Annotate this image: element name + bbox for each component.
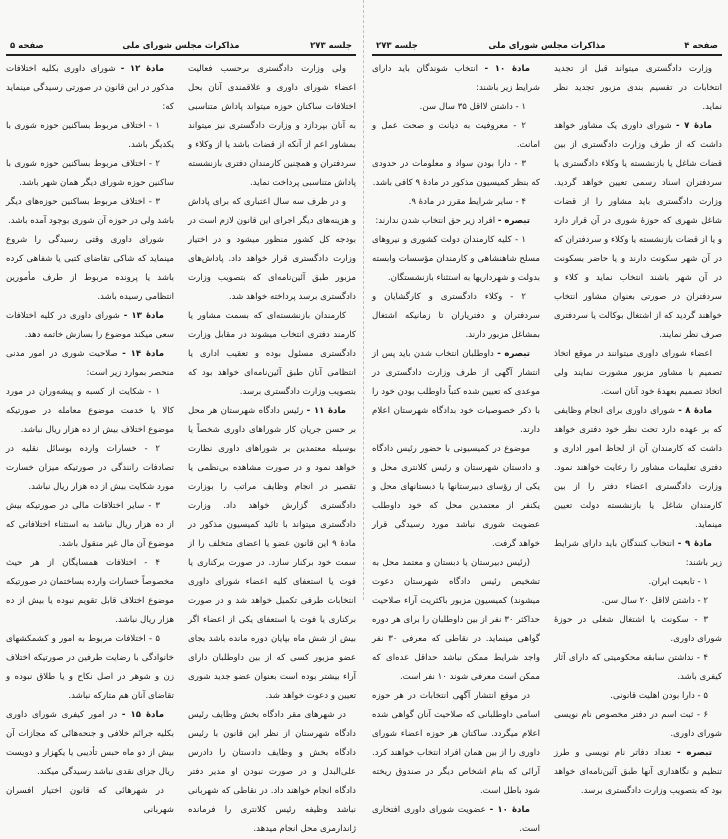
paragraph (188, 193, 356, 307)
article-label: مادهٔ ۱۱ - (306, 406, 347, 416)
paragraph-text: رئیس دادگاه شهرستان هر محل بر حسن جریان کار شوراهای داوری شخصاً یا بوسیله معتمدین بر شوراهای داوری نظارت خواهد نمود و در صورت مشاهده بی‌نظمی یا تقصیر در انجام وظایف مراتب را بوزارت دادگستری گزارش خواهد داد. وزارت دادگستری میتواند با تائید کمیسیون مذکور در مادهٔ ۹ این قانون عضو یا اعضای متخلف را از سمت خود برکنار سازد. در صورت برکناری یا فوت یا استعفای کلیه اعضاء شورای داوری انتخابات طرفی تکمیل خواهد شد و در صورت برکناری یا فوت یا استعفای یکی از اعضاء اگر بیش از شش ماه بپایان دوره مانده باشد بجای عضو مزبور کسی که از بین داوطلبان دارای آراء بیشتر بوده است بعنوان عضو جدید شوری تعیین و دعوت خواهد شد. (188, 406, 356, 701)
list-item (6, 497, 174, 554)
paragraph-text: ۵ - دارا بودن اهلیت قانونی. (610, 691, 708, 701)
paragraph-text: داوطلبان انتخاب شدن باید پس از انتشار آگهی از طرف وزارت دادگستری در موعدی که تعیین شده کتباً داوطلب بودن خود را با ذکر خصوصیات خود بدادگاه شهرستان اعلام دارند. (372, 349, 540, 435)
right-page (372, 38, 722, 834)
paragraph-text: شورای داوری بکلیه اختلافات مذکور در این قانون در صورتی رسیدگی مینماید که: (6, 64, 174, 112)
article-label: مادهٔ ۷ - (676, 121, 713, 131)
article-paragraph (554, 117, 722, 345)
paragraph-text: افراد زیر حق انتخاب شدن ندارند: (375, 216, 496, 226)
paragraph-text: موضوع در کمیسیونی با حضور رئیس دادگاه و دادستان شهرستان و رئیس کلانتری محل و یکی از رؤسای دبیرستانها یا دبستانهای محل و یکنفر از معتمدین محل که خود داوطلب عضویت شوری نباشد مورد رسیدگی قرار خواهد گرفت. (372, 444, 540, 549)
list-item (6, 554, 174, 630)
paragraph-text: ۴ - سایر شرایط مقرر در مادهٔ ۹. (408, 197, 526, 207)
page-header (372, 38, 722, 56)
paragraph-text: تعداد دفاتر نام نویسی و طرز تنظیم و نگاهداری آنها طبق آئین‌نامه‌ای خواهد بود که بتصویب وزارت دادگستری برسد. (554, 748, 722, 796)
paragraph-text: (رئیس دبیرستان یا دبستان و معتمد محل به تشخیص رئیس دادگاه شهرستان دعوت میشوند) کمیسیون مزبور باکثریت آراء صلاحیت حداکثر ۳۰ نفر از بین داوطلبان را برای هر دوره گواهی مینماید. در نقاطی که معرفی ۳۰ نفر واجد شرایط ممکن نباشد حداقل عده‌ای که ممکن است معرفی شوند ۱۰ نفر است. (372, 558, 541, 682)
article-paragraph (6, 345, 174, 383)
paragraph (554, 345, 722, 402)
paragraph-text: ۱ - داشتن لااقل ۳۵ سال سن. (419, 102, 526, 112)
article-label: مادهٔ ۱۲ - (120, 64, 165, 74)
list-item (372, 231, 540, 288)
paragraph-text: ۳ - سایر اختلافات مالی در صورتیکه بیش از ده هزار ریال نباشد به استثناء اختلافاتی که موضوع آن مال غیر منقول باشد. (6, 501, 174, 549)
list-item (6, 630, 174, 706)
list-item (6, 383, 174, 440)
paragraph (6, 782, 174, 820)
paragraph-text: ۴ - نداشتن سابقه محکومیتی که دارای آثار کیفری باشد. (554, 653, 722, 682)
page-number: صفحه ۴ (684, 41, 718, 51)
session-number: جلسه ۲۷۳ (376, 41, 418, 51)
paragraph-text: ۲ - خسارات وارده بوسائل نقلیه در تصادفات رانندگی در صورتیکه میزان خسارت مورد شکایت بیش از ده هزار ریال نباشد. (6, 444, 174, 492)
paragraph-text: ۱ - کلیه کارمندان دولت کشوری و نیروهای مسلح شاهنشاهی و کارمندان مؤسسات وابسته بدولت و شهرداریها به استثناء بازنشستگان. (372, 235, 540, 283)
article-label: تبصره - (497, 349, 530, 359)
article-paragraph (372, 60, 540, 98)
list-item (372, 288, 540, 345)
page-number: صفحه ۵ (10, 41, 44, 51)
left-page (6, 38, 356, 834)
text-column-right (188, 60, 356, 839)
paragraph-text: ۶ - ثبت اسم در دفتر مخصوص نام نویسی شورای داوری. (554, 710, 722, 739)
list-item (554, 706, 722, 744)
paragraph-text: شورای داوری وقتی رسیدگی را شروع مینماید که شاکی تقاضای کتبی یا شفاهی کرده باشد یا پرونده مربوط از طرف مأمورین انتظامی رسیده باشد. (6, 235, 174, 302)
paragraph-text: ۲ - وکلاء دادگستری و کارگشایان و سردفتران و دفتریاران تا زمانیکه اشتغال بمشاغل مزبور دارند. (372, 292, 540, 340)
paragraph-text: شورای داوری برای انجام وظایفی که بر عهده دارد تحت نظر خود دفتری خواهد داشت که کارمندان آن از لحاظ امور اداری و دفتری تعلیمات مشاور را رعایت خواهند نمود. وزارت دادگستری اعضاء دفتر را از بین کارمندان شاغل یا بازنشسته دولت تعیین مینماید. (554, 406, 722, 530)
article-label: مادهٔ ۹ - (677, 539, 713, 549)
article-paragraph (372, 345, 540, 440)
article-paragraph (554, 744, 722, 801)
paragraph-text: اعضاء شورای داوری میتوانند در موقع اتخاذ تصمیم با مشاور مزبور مشورت نمایند ولی اتخاذ تصمیم بعهدهٔ خود آنان است. (554, 349, 722, 397)
paragraph-text: ۲ - داشتن لااقل ۲۰ سال سن. (601, 596, 708, 606)
article-paragraph (372, 801, 540, 839)
article-paragraph (554, 535, 722, 573)
paragraph-text: ولی وزارت دادگستری برحسب فعالیت اعضاء شورای داوری و علاقمندی آنان بحل اختلافات ساکنان حوزه میتواند پاداش متناسبی به آنان بپردازد و وزارت دادگستری نیز میتواند بمشاور اعم از آنکه از قضات باشد یا از وکلاء و سردفتران و همچنین کارمندان دفتری بازنشسته پاداش متناسبی پرداخت نماید. (188, 64, 356, 188)
paragraph-text: کارمندان بازنشسته‌ای که بسمت مشاور یا کارمند دفتری انتخاب میشوند در مقابل وزارت دادگستری مسئول بوده و تعقیب اداری یا انتظامی آنان طبق آئین‌نامه‌ای خواهد بود که بتصویب وزارت دادگستری برسد. (188, 311, 356, 397)
paragraph (372, 554, 540, 687)
list-item (372, 155, 540, 193)
paragraph-text: در امور کیفری شورای داوری بکلیه جرائم خلافی و جنحه‌هائی که مجازات آن بیش از دو ماه حبس تأدیبی یا یکهزار و دویست ریال جزای نقدی نباشد رسیدگی میکند. (6, 710, 174, 777)
list-item (554, 649, 722, 687)
article-paragraph (372, 212, 540, 231)
article-label: مادهٔ ۱۰ - (484, 64, 531, 74)
paragraph-text: ۳ - سکونت یا اشتغال شغلی در حوزهٔ شورای داوری. (554, 615, 722, 644)
article-label: مادهٔ ۱۳ - (123, 311, 164, 321)
list-item (554, 573, 722, 592)
paragraph (188, 706, 356, 839)
paragraph-text: ۵ - اختلافات مربوط به امور و کشمکشهای خانوادگی با رضایت طرفین در صورتیکه اختلاف زن و شوهر در اصل نکاح و یا طلاق نبوده و تقاضای آنان هم متارکه نباشد. (6, 634, 174, 701)
list-item (6, 155, 174, 193)
paragraph (188, 60, 356, 193)
list-item (554, 611, 722, 649)
paragraph (372, 687, 540, 801)
article-paragraph (6, 60, 174, 117)
list-item (6, 193, 174, 231)
article-label: تبصره - (497, 216, 530, 226)
paragraph-text: ۳ - دارا بودن سواد و معلومات در حدودی که بنظر کمیسیون مذکور در مادهٔ ۹ کافی باشد. (372, 159, 540, 188)
article-paragraph (6, 706, 174, 782)
publication-title: مذاکرات مجلس شورای ملی (122, 41, 240, 51)
article-paragraph (6, 307, 174, 345)
article-label: مادهٔ ۸ - (678, 406, 713, 416)
paragraph-text: ۳ - اختلاف مربوط بساکنین حوزه‌های دیگر باشد ولی در حوزه آن شوری بوجود آمده باشد. (6, 197, 174, 226)
page-header (6, 38, 356, 56)
page-fold-divider (363, 0, 364, 600)
article-paragraph (188, 402, 356, 706)
paragraph-text: ۱ - اختلاف مربوط بساکنین حوزه شوری با یکدیگر باشد. (6, 121, 174, 150)
list-item (554, 592, 722, 611)
paragraph (188, 307, 356, 402)
paragraph-text: در شهرهای مقر دادگاه بخش وظایف رئیس دادگاه شهرستان از نظر این قانون با رئیس دادگاه بخش و وظایف دادستان را دادرس علی‌البدل و در صورت نبودن او مدیر دفتر دادگاه انجام خواهند داد. در نقاطی که شهربانی نباشد وظیفه رئیس کلانتری را فرمانده ژاندارمری محل انجام میدهد. (188, 710, 356, 834)
paragraph-text: ۴ - اختلافات همسایگان از هر حیث مخصوصاً خسارات وارده بساختمان در صورتیکه موضوع اختلاف قابل تقویم نبوده یا بیش از ده هزار ریال نباشد. (6, 558, 174, 625)
paragraph-text: ۱ - شکایت از کسبه و پیشه‌وران در مورد کالا یا خدمت موضوع معامله در صورتیکه موضوع اختلاف بیش از ده هزار ریال نباشد. (6, 387, 174, 435)
article-label: مادهٔ ۱۵ - (121, 710, 165, 720)
paragraph-text: انتخاب شوندگان باید دارای شرایط زیر باشند: (372, 64, 540, 93)
article-paragraph (554, 402, 722, 535)
paragraph (6, 231, 174, 307)
paragraph-text: وزارت دادگستری میتواند قبل از تجدید انتخابات در تقسیم بندی مزبور تجدید نظر نماید. (554, 64, 722, 112)
paragraph-text: ۱ - تابعیت ایران. (648, 577, 708, 587)
paragraph-text: ۲ - معروفیت به دیانت و صحت عمل و امانت. (372, 121, 540, 150)
text-column-left (6, 60, 174, 820)
session-number: جلسه ۲۷۳ (310, 41, 352, 51)
list-item (372, 193, 540, 212)
paragraph-text: انتخاب کنندگان باید دارای شرایط زیر باشند: (554, 539, 722, 568)
list-item (6, 117, 174, 155)
paragraph (372, 440, 540, 554)
paragraph-text: ۲ - اختلاف مربوط بساکنین حوزه شوری با ساکنین حوزه شورای دیگر همان شهر باشد. (6, 159, 174, 188)
paragraph-text: و در ظرف سه سال اعتباری که برای پاداش و هزینه‌های دیگر اجرای این قانون لازم است در بودجه کل کشور منظور میشود و در اختیار وزارت دادگستری قرار خواهد داد. پاداش‌های مزبور طبق آئین‌نامه‌ای که بتصویب وزارت دادگستری برسد پرداخته خواهد شد. (188, 197, 356, 302)
paragraph-text: در موقع انتشار آگهی انتخابات در هر حوزه اسامی داوطلبانی که صلاحیت آنان گواهی شده اعلام میگردد. ساکنان هر حوزه اعضاء شورای داوری را از بین همان افراد انتخاب خواهند کرد. آرائی که بنام اشخاص دیگر در صندوق ریخته شود باطل است. (372, 691, 540, 796)
paragraph (554, 60, 722, 117)
paragraph-text: شورای داوری یک مشاور خواهد داشت که از طرف وزارت دادگستری از بین قضات شاغل یا بازنشسته یا وکلاء دادگستری یا سردفتران اسناد رسمی تعیین خواهد گردید. وزارت دادگستری باید مشاور را از قضات شاغل شهری که حوزهٔ شوری در آن قرار دارد و یا از قضات بازنشسته یا وکلاء و سردفتران که در آن شهر سکونت دارند و یا حاضر بسکونت در آن شهر باشند انتخاب نماید و کلاء و سردفتران در صورتی بعنوان مشاور انتخاب خواهند گردید که از اشتغال بوکالت یا سردفتری صرف نظر نمایند. (554, 121, 722, 340)
text-column-left (372, 60, 540, 839)
list-item (6, 440, 174, 497)
paragraph-text: در شهرهائی که قانون اختیار افسران شهربانی (6, 786, 174, 815)
article-label: مادهٔ ۱۰ - (489, 805, 530, 815)
paragraph-text: شورای داوری در کلیه اختلافات سعی میکند موضوع را بسازش خاتمه دهد. (6, 311, 174, 340)
article-label: مادهٔ ۱۴ - (122, 349, 165, 359)
text-column-right (554, 60, 722, 801)
paragraph-text: عضویت شورای داوری افتخاری است. (372, 805, 540, 834)
list-item (554, 687, 722, 706)
paragraph-text: صلاحیت شوری در امور مدنی منحصر بموارد زیر است: (6, 349, 174, 378)
article-label: تبصره - (676, 748, 713, 758)
list-item (372, 98, 540, 117)
publication-title: مذاکرات مجلس شورای ملی (488, 41, 606, 51)
list-item (372, 117, 540, 155)
